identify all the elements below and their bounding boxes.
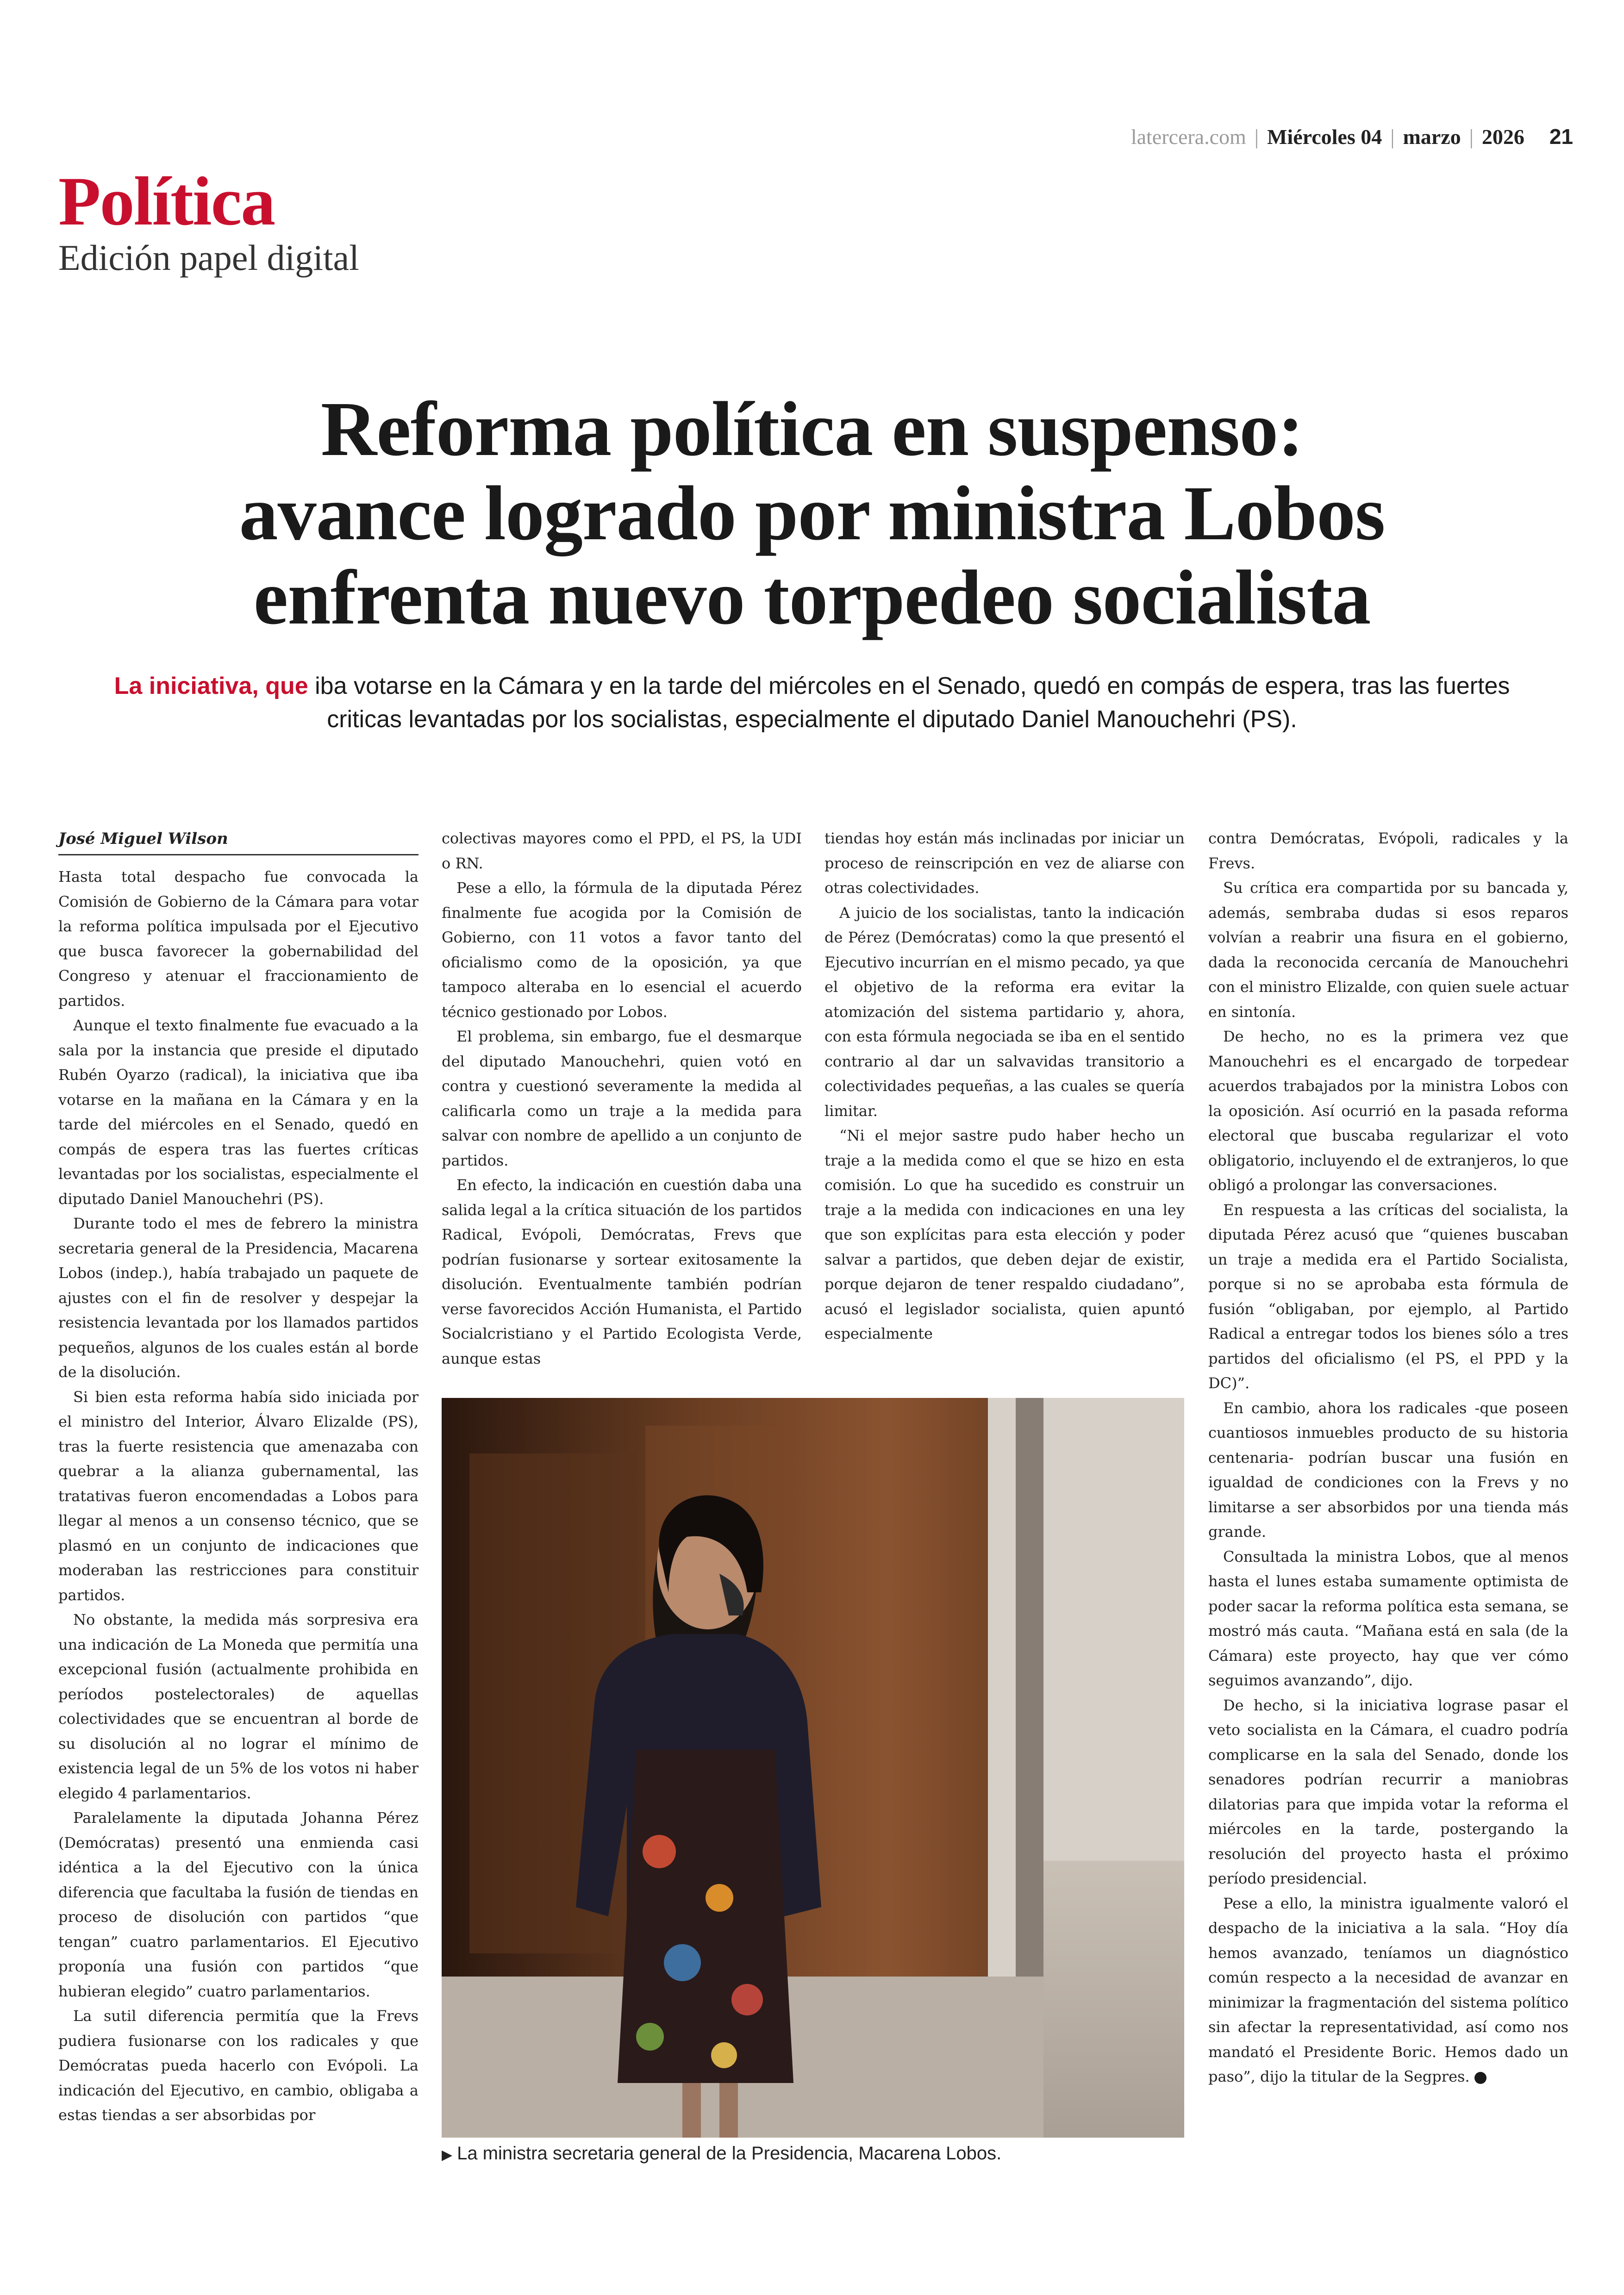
paragraph: Pese a ello, la fórmula de la diputada Pérez finalmente fue acogida por la Comisión de Gobierno, con 11 votos a favor tanto del oficialismo como de la oposición, ya que tampoco alteraba en lo esencial el acuerdo técnico gestionado por Lobos. [442, 879, 802, 1021]
headline-line: Reforma política en suspenso: [320, 386, 1304, 472]
date-weekday: Miércoles 04 [1267, 125, 1382, 149]
section-subtitle: Edición papel digital [58, 237, 359, 278]
paragraph-text: Pese a ello, la ministra igualmente valoró el despacho de la iniciativa a la sala. “Hoy día hemos avanzado, teníamos un diagnóstico común respecto a la necesidad de avanzar en minimizar la fragmentación del sistema político sin afectar la representatividad, así como nos mandató el Presidente Boric. Hemos dado un paso”, dijo la titular de la Segpres. [1208, 1894, 1568, 2085]
paragraph: El problema, sin embargo, fue el desmarque del diputado Manouchehri, quien votó en contra y cuestionó severamente la medida al calificarla como un traje a la medida para salvar con nombre de apellido a un conjunto de partidos. [442, 1028, 802, 1169]
headline-line: enfrenta nuevo torpedeo socialista [253, 555, 1371, 641]
paragraph: En efecto, la indicación en cuestión daba una salida legal a la crítica situación de los partidos Radical, Evópoli, Demócratas, Frevs que podrían fusionarse y sortear exitosamente la disolución. Eventualmente también podrían verse favorecidos Acción Humanista, el Partido Socialcristiano y el Partido Ecologista Verde, aunque estas [442, 1176, 802, 1367]
headline-line: avance logrado por ministra Lobos [239, 470, 1385, 556]
paragraph: En cambio, ahora los radicales -que poseen cuantiosos inmuebles producto de su historia centenaria- podrían buscar una fusión en igualdad de condiciones con la Frevs y no limitarse a ser absorbidos por una tienda más grande. [1208, 1399, 1568, 1540]
article-column-1 [58, 826, 418, 2128]
paragraph: “Ni el mejor sastre pudo haber hecho un traje a la medida como el que se hizo en esta comisión. Lo que ha sucedido es construir un traje a la medida con indicaciones en una ley que son explícitas para esta elección y poder salvar a partidos, que deben dejar de existir, porque dejaron de tener respaldo ciudadano”, acusó el legislador socialista, quien apuntó especialmente [824, 1127, 1185, 1342]
page-header [1131, 124, 1573, 149]
article-photo [442, 1398, 1184, 2138]
divider: | [1390, 125, 1395, 149]
paragraph: Durante todo el mes de febrero la ministra secretaria general de la Presidencia, Macarena Lobos (indep.), había trabajado un paquete de ajustes con el fin de resolver y despejar la resistencia levantada por los llamados partidos pequeños, algunos de los cuales están al borde de la disolución. [58, 1215, 418, 1381]
paragraph: Consultada la ministra Lobos, que al menos hasta el lunes estaba sumamente optimista de poder sacar la reforma política esta semana, se mostró más cauta. “Mañana está en sala (de la Cámara) este proyecto, hay que ver cómo seguimos avanzando”, dijo. [1208, 1547, 1568, 1689]
site-name[interactable]: latercera.com [1131, 125, 1246, 149]
paragraph: En respuesta a las críticas del socialista, la diputada Pérez acusó que “quienes buscaban un traje a medida era el Partido Socialista, porque si no se aprobaba esta fórmula de fusión “obligaban, por ejemplo, al Partido Radical a entregar todos los bienes sólo a tres partidos del oficialismo (el PS, el PPD y la DC)”. [1208, 1201, 1568, 1392]
article-column-2 [442, 826, 802, 1370]
article-column-4 [1208, 826, 1568, 2089]
headline [83, 387, 1541, 640]
article-deck [79, 669, 1545, 736]
section-title: Política [58, 163, 275, 240]
paragraph: contra Demócratas, Evópoli, radicales y la Frevs. [1208, 829, 1568, 872]
page-number: 21 [1549, 125, 1573, 149]
photo-caption [442, 2143, 1184, 2164]
byline: José Miguel Wilson [58, 826, 418, 855]
paragraph: De hecho, no es la primera vez que Manouchehri es el encargado de torpedear acuerdos trabajados por la ministra Lobos con la oposición. Así ocurrió en la pasada reforma electoral que buscaba regularizar el voto obligatorio, incluyendo el de extranjeros, lo que obligó a prolongar las conversaciones. [1208, 1028, 1568, 1194]
divider: | [1469, 125, 1474, 149]
paragraph: A juicio de los socialistas, tanto la indicación de Pérez (Demócratas) como la que presentó el Ejecutivo incurrían en el mismo pecado, ya que el objetivo de la reforma era evitar la atomización del sistema partidario y, ahora, con esta fórmula negociada se iba en el sentido contrario al dar un salvavidas transitorio a colectividades pequeñas, a las cuales se quería limitar. [824, 904, 1185, 1120]
paragraph: Hasta total despacho fue convocada la Comisión de Gobierno de la Cámara para votar la reforma política impulsada por el Ejecutivo que busca favorecer la gobernabilidad del Congreso y atenuar el fraccionamiento de partidos. [58, 868, 418, 1010]
caption-arrow-icon: ▶ [442, 2147, 453, 2163]
article-column-3 [824, 826, 1185, 1370]
divider: | [1254, 125, 1259, 149]
paragraph [1208, 1891, 1568, 2089]
date-month: marzo [1403, 125, 1461, 149]
paragraph: colectivas mayores como el PPD, el PS, la UDI o RN. [442, 829, 802, 872]
deck-lead: La iniciativa, que [114, 673, 308, 699]
paragraph: Si bien esta reforma había sido iniciada por el ministro del Interior, Álvaro Elizalde (PS), tras la fuerte resistencia que amenazaba con quebrar a la alianza gubernamental, las tratativas fueron encomendadas a Lobos para llegar al menos a un consenso técnico, que se plasmó en un conjunto de indicaciones que moderaban las restricciones para constituir partidos. [58, 1388, 418, 1604]
paragraph: tiendas hoy están más inclinadas por iniciar un proceso de reinscripción en vez de aliarse con otras colectividades. [824, 829, 1185, 897]
caption-text: La ministra secretaria general de la Presidencia, Macarena Lobos. [457, 2143, 1002, 2164]
paragraph: La sutil diferencia permitía que la Frevs pudiera fusionarse con los radicales y que Demócratas pueda hacerlo con Evópoli. La indicación del Ejecutivo, en cambio, obligaba a estas tiendas a ser absorbidas por [58, 2007, 418, 2124]
paragraph: No obstante, la medida más sorpresiva era una indicación de La Moneda que permitía una excepcional fusión (actualmente prohibida en períodos postelectorales) de aquellas colectividades que se encuentran al borde de su disolución al no lograr el mínimo de existencia legal de un 5% de los votos ni haber elegido 4 parlamentarios. [58, 1611, 418, 1802]
deck-text: iba votarse en la Cámara y en la tarde del miércoles en el Senado, quedó en compás de espera, tras las fuertes criticas levantadas por los socialistas, especialmente el diputado Daniel Manouchehri (PS). [308, 673, 1510, 733]
end-of-article-icon [1474, 2072, 1487, 2084]
paragraph: Paralelamente la diputada Johanna Pérez (Demócratas) presentó una enmienda casi idéntica a la del Ejecutivo con la única diferencia que facultaba la fusión de tiendas en proceso de disolución con partidos “que tengan” cuatro parlamentarios. El Ejecutivo proponía una fusión con partidos “que hubieran elegido” cuatro parlamentarios. [58, 1809, 418, 2000]
paragraph: Aunque el texto finalmente fue evacuado a la sala por la instancia que preside el diputado Rubén Oyarzo (radical), la iniciativa que iba votarse en la mañana en la Cámara y en la tarde del miércoles en el Senado, quedó en compás de espera tras las fuertes críticas levantadas por los socialistas, especialmente el diputado Daniel Manouchehri (PS). [58, 1017, 418, 1208]
paragraph: De hecho, si la iniciativa lograse pasar el veto socialista en la Cámara, el cuadro podría complicarse en la sala del Senado, donde los senadores podrían recurrir a maniobras dilatorias para que impida votar la reforma el miércoles en la tarde, postergando la resolución del proyecto hasta el próximo período presidencial. [1208, 1696, 1568, 1887]
photo-illustration [442, 1398, 1184, 2138]
paragraph: Su crítica era compartida por su bancada y, además, sembraba dudas si esos reparos volvían a reabrir una fisura en el gobierno, dada la reconocida cercanía de Manouchehri con el ministro Elizalde, con quien suele actuar en sintonía. [1208, 879, 1568, 1021]
date-year: 2026 [1481, 125, 1524, 149]
